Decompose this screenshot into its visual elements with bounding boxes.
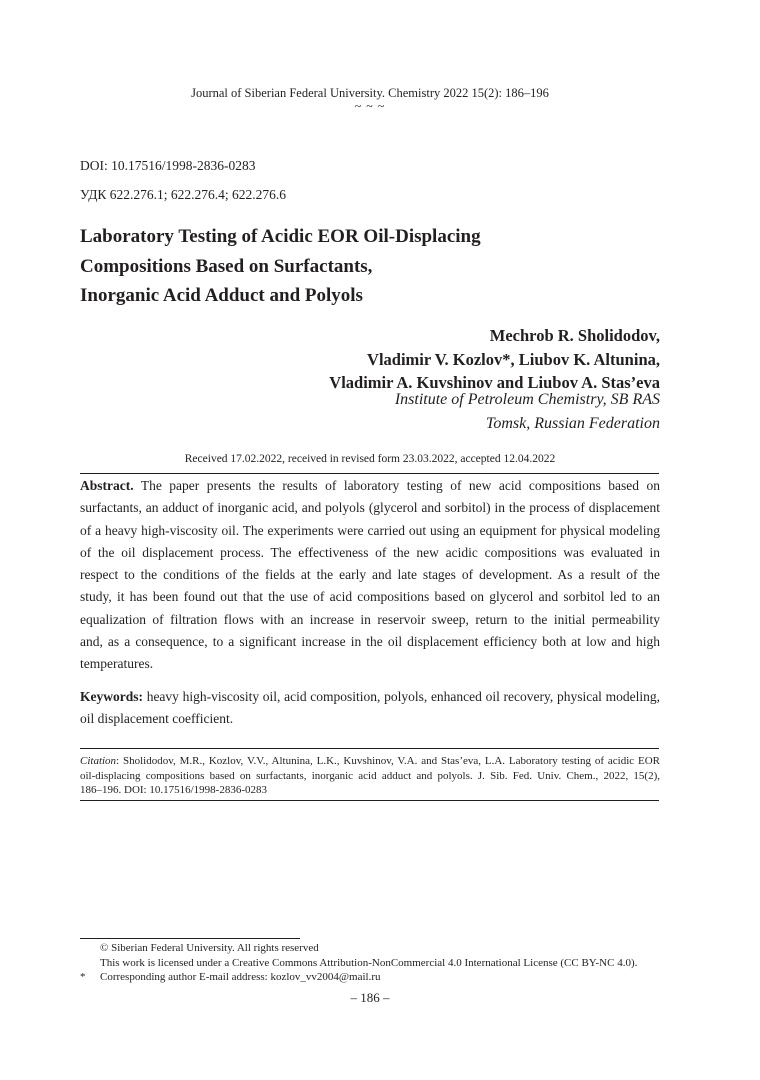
abstract-line: of the oil displacement process. The effectiveness of the new acidic compositions was evaluated in xyxy=(80,544,660,560)
license-note: This work is licensed under a Creative Commons Attribution-NonCommercial 4.0 International License (CC BY-NC 4.0). xyxy=(100,956,638,969)
corresponding-author-note xyxy=(80,970,637,985)
title-line: Inorganic Acid Adduct and Polyols xyxy=(80,285,363,306)
abstract-line: of a heavy high-viscosity oil. The experiments were carried out using an equipment for physical modeling xyxy=(80,522,660,538)
corresponding-author-email: Corresponding author E-mail address: kozlov_vv2004@mail.ru xyxy=(100,971,381,984)
title-line: Laboratory Testing of Acidic EOR Oil-Displacing xyxy=(80,226,481,247)
title-line: Compositions Based on Surfactants, xyxy=(80,255,373,277)
keywords-line: Keywords: heavy high-viscosity oil, acid composition, polyols, enhanced oil recovery, physical modeling, xyxy=(80,689,660,704)
keywords-line: oil displacement coefficient. xyxy=(80,711,234,727)
footnotes xyxy=(80,941,637,985)
author-line: Vladimir A. Kuvshinov and Liubov A. Stas’eva xyxy=(329,373,660,392)
keywords xyxy=(80,686,660,731)
citation-top-rule xyxy=(80,748,659,749)
received-dates: Received 17.02.2022, received in revised form 23.03.2022, accepted 12.04.2022 xyxy=(184,453,556,465)
author-line: Mechrob R. Sholidodov, xyxy=(489,326,660,345)
citation-label: Citation xyxy=(80,755,117,767)
abstract-top-rule xyxy=(80,473,659,474)
header-ornament: ~ ~ ~ xyxy=(354,99,386,113)
abstract-line: temperatures. xyxy=(80,656,154,672)
article-title xyxy=(80,222,680,311)
abstract xyxy=(80,475,660,676)
abstract-line: equalization of filtration flows with an increase in reservoir sweep, return to the initial permeability xyxy=(80,611,660,627)
page-number: – 186 – xyxy=(350,990,390,1005)
abstract-line: Abstract. The paper presents the results of laboratory testing of new acid compositions based on xyxy=(80,478,660,493)
journal-header: Journal of Siberian Federal University. Chemistry 2022 15(2): 186–196 xyxy=(191,86,549,100)
affiliation-line: Institute of Petroleum Chemistry, SB RAS xyxy=(394,391,660,408)
abstract-line: study, it has been found out that the use of acid compositions based on glycerol and sorbitol led to an xyxy=(80,589,660,605)
affiliation-line: Tomsk, Russian Federation xyxy=(485,414,660,432)
abstract-line: and, as a consequence, to a significant increase in the oil displacement efficiency both at low and high xyxy=(80,634,660,650)
citation-line: Citation: Sholidodov, M.R., Kozlov, V.V., Altunina, L.K., Kuvshinov, V.A. and Stas’eva, L.A. Laboratory testing of acidic EOR xyxy=(80,755,660,767)
affiliation xyxy=(395,388,660,435)
author-line: Vladimir V. Kozlov*, Liubov K. Altunina, xyxy=(367,349,660,369)
keywords-label: Keywords: xyxy=(80,689,143,704)
footnote-asterisk: * xyxy=(80,971,86,984)
authors xyxy=(329,324,660,395)
citation-line: oil-displacing compositions based on surfactants, inorganic acid adduct and polyols. J. Sib. Fed. Univ. Chem., 2022, 15(2), xyxy=(80,769,660,782)
copyright-note: © Siberian Federal University. All rights reserved xyxy=(100,942,319,954)
doi: DOI: 10.17516/1998-2836-0283 xyxy=(80,158,256,173)
abstract-label: Abstract. xyxy=(80,478,134,493)
udk-codes: УДК 622.276.1; 622.276.4; 622.276.6 xyxy=(80,187,287,202)
abstract-line: respect to the conditions of the fields at the early and late stages of development. As a result of the xyxy=(80,567,660,583)
citation xyxy=(80,754,660,798)
footnote-rule xyxy=(80,938,300,939)
citation-bottom-rule xyxy=(80,800,659,801)
abstract-line: surfactants, an adduct of inorganic acid, and polyols (glycerol and sorbitol) in the process of displacement xyxy=(80,500,660,516)
citation-line: 186–196. DOI: 10.17516/1998-2836-0283 xyxy=(80,784,267,796)
